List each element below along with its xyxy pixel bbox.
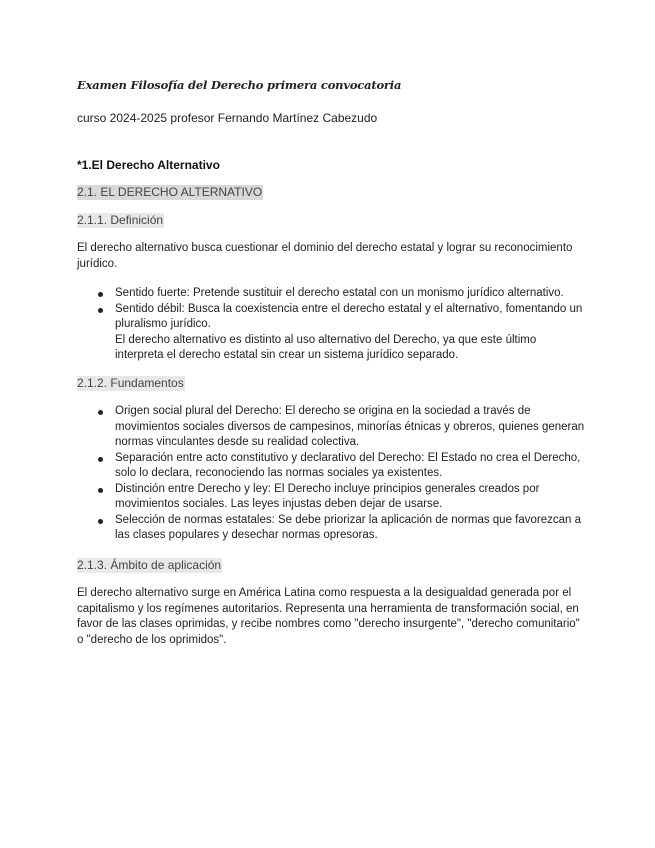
list-item xyxy=(77,513,587,544)
bullet-icon xyxy=(98,457,103,462)
heading-ambito: 2.1.3. Ámbito de aplicación xyxy=(77,558,222,572)
definicion-bullet-list xyxy=(77,286,587,364)
exam-title: Examen Filosofía del Derecho primera convocatoria xyxy=(77,78,402,92)
definicion-note: El derecho alternativo es distinto al uso alternativo del Derecho, ya que este último interpreta el derecho estatal sin crear un sistema jurídico separado. xyxy=(115,333,537,361)
bullet-icon xyxy=(98,488,103,493)
definicion-intro: El derecho alternativo busca cuestionar el dominio del derecho estatal y lograr su reconocimiento jurídico. xyxy=(77,242,573,270)
list-item-text: Selección de normas estatales: Se debe priorizar la aplicación de normas que favorezcan a las clases populares y desechar normas opresoras. xyxy=(115,513,582,541)
list-item-text: Separación entre acto constitutivo y declarativo del Derecho: El Estado no crea el Derecho, solo lo declara, reconociendo las normas sociales ya existentes. xyxy=(115,451,581,479)
fundamentos-bullet-list xyxy=(77,404,587,544)
bullet-icon xyxy=(98,292,103,297)
list-item xyxy=(77,404,587,451)
course-info: curso 2024-2025 profesor Fernando Martínez Cabezudo xyxy=(77,111,378,125)
bullet-icon xyxy=(98,308,103,313)
list-item-text: Distinción entre Derecho y ley: El Derecho incluye principios generales creados por movimientos sociales. Las leyes injustas deben dejar de usarse. xyxy=(115,482,540,510)
list-item xyxy=(77,482,587,513)
heading-definicion: 2.1.1. Definición xyxy=(77,213,164,227)
ambito-paragraph: El derecho alternativo surge en América Latina como respuesta a la desigualdad generada por el capitalismo y los regímenes autoritarios. Representa una herramienta de transformación social, en favor de las clases oprimidas, y recibe nombres como "derecho insurgente", "derecho comunitario" o "derecho de los oprimidos". xyxy=(77,587,580,646)
heading-derecho-alternativo: 2.1. EL DERECHO ALTERNATIVO xyxy=(77,185,263,199)
list-item-text: Sentido fuerte: Pretende sustituir el derecho estatal con un monismo jurídico alternativo. xyxy=(115,287,564,299)
section-heading: *1.El Derecho Alternativo xyxy=(77,158,220,172)
list-item xyxy=(77,286,587,302)
list-item-text: Sentido débil: Busca la coexistencia entre el derecho estatal y el alternativo, fomentando un pluralismo jurídico. xyxy=(115,302,583,330)
list-item xyxy=(77,451,587,482)
list-item xyxy=(77,302,587,364)
list-item-text: Origen social plural del Derecho: El derecho se origina en la sociedad a través de movimientos sociales diversos de campesinos, minorías étnicas y obreros, quienes generan normas vinculantes desde su realidad colectiva. xyxy=(115,405,585,448)
bullet-icon xyxy=(98,410,103,415)
bullet-icon xyxy=(98,519,103,524)
heading-fundamentos: 2.1.2. Fundamentos xyxy=(77,376,184,390)
